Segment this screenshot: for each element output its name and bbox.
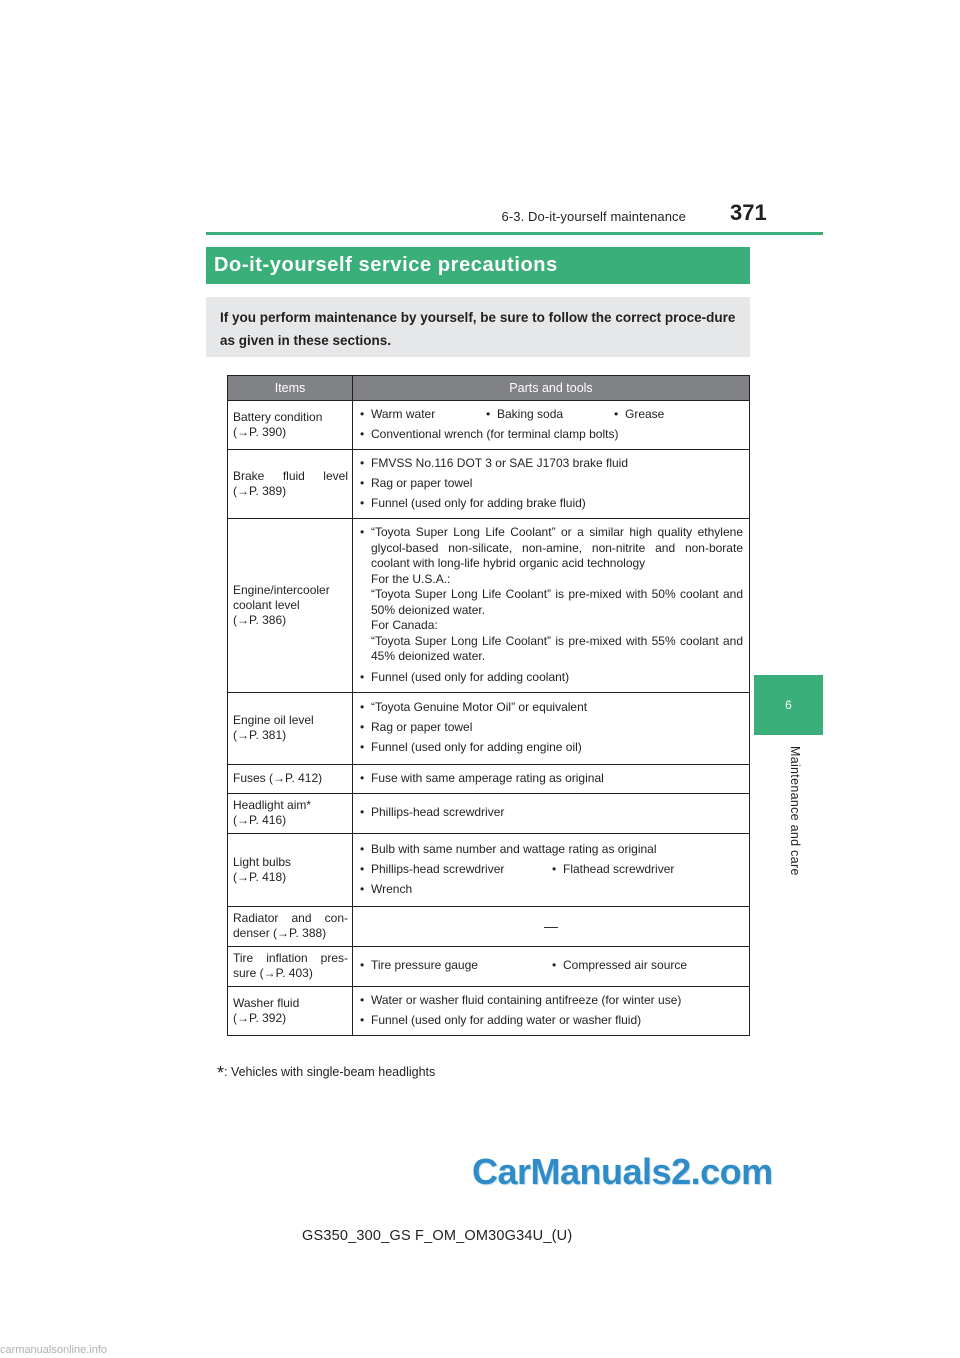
parts-line: [359, 958, 743, 973]
parts-item: • Bulb with same number and wattage rating as original: [359, 842, 743, 857]
table-header-row: [228, 376, 750, 401]
parts-item: • Flathead screwdriver: [551, 862, 743, 877]
chapter-label: Maintenance and care: [788, 746, 802, 876]
item-line: Engine oil level: [233, 713, 314, 727]
parts-text-line: “Toyota Super Long Life Coolant” is pre-mixed with 55% coolant and 45% deionized water.: [371, 633, 743, 663]
chapter-tab: [754, 675, 823, 735]
table-row: [228, 793, 750, 833]
document-id: GS350_300_GS F_OM_OM30G34U_(U): [302, 1228, 573, 1244]
item-line: (→P. 416): [233, 813, 287, 827]
parts-item: • Water or washer fluid containing antifreeze (for winter use): [359, 993, 743, 1008]
page-number: 371: [730, 200, 767, 225]
item-line: Washer fluid: [233, 995, 300, 1010]
parts-item: • “Toyota Genuine Motor Oil” or equivalent: [359, 700, 743, 715]
item-cell: [228, 906, 353, 946]
parts-cell: [353, 793, 750, 833]
watermark-logo: CarManuals2.com: [472, 1151, 773, 1192]
parts-item: • Warm water: [359, 407, 485, 422]
item-cell: [228, 986, 353, 1035]
table-row: [228, 906, 750, 946]
table-row: [228, 764, 750, 793]
parts-none: —: [544, 917, 558, 934]
table-row: [228, 450, 750, 519]
item-line: Radiator and con-: [233, 911, 348, 925]
section-title: Do-it-yourself service precautions: [206, 247, 750, 284]
parts-cell: [353, 833, 750, 906]
service-table: [227, 375, 750, 1036]
table-row: [228, 986, 750, 1035]
item-line: Brake fluid level: [233, 469, 348, 483]
intro-text: If you perform maintenance by yourself, be sure to follow the correct proce-dure as given in these sections.: [206, 297, 750, 357]
item-line: Light bulbs: [233, 854, 292, 869]
column-header-parts: Parts and tools: [353, 376, 750, 401]
parts-text-line: “Toyota Super Long Life Coolant” is pre-mixed with 50% coolant and 50% deionized water.: [371, 587, 743, 617]
item-line: Fuses (→P. 412): [233, 771, 323, 785]
parts-item: • Conventional wrench (for terminal clamp bolts): [359, 427, 743, 442]
item-line: Headlight aim*: [233, 798, 312, 812]
parts-item: • Wrench: [359, 882, 743, 897]
parts-text-line: • “Toyota Super Long Life Coolant” or a similar high quality ethylene glycol-based non-silicate, non-amine, non-nitrite and non-borate coolant with long-life hybrid organic acid technology: [371, 525, 743, 570]
parts-cell: [353, 450, 750, 519]
parts-item: • Phillips-head screwdriver: [359, 805, 743, 820]
parts-cell: [353, 519, 750, 693]
item-line: Battery condition: [233, 410, 323, 424]
bottom-watermark: carmanualsonline.info: [0, 1344, 108, 1356]
table-row: [228, 946, 750, 986]
item-line: (→P. 386): [233, 612, 287, 627]
parts-item: • Tire pressure gauge: [359, 958, 551, 973]
item-cell: [228, 764, 353, 793]
parts-text-line: For Canada:: [371, 618, 438, 632]
parts-cell: [353, 692, 750, 764]
parts-cell: [353, 946, 750, 986]
parts-cell: [353, 764, 750, 793]
parts-item: • Funnel (used only for adding engine oil): [359, 740, 743, 755]
item-line: sure (→P. 403): [233, 966, 313, 980]
item-cell: [228, 450, 353, 519]
parts-cell: [353, 986, 750, 1035]
parts-item: • Funnel (used only for adding water or washer fluid): [359, 1013, 743, 1028]
item-cell: [228, 519, 353, 693]
item-cell: [228, 833, 353, 906]
item-line: (→P. 392): [233, 1010, 287, 1025]
item-cell: [228, 793, 353, 833]
table-body: [228, 401, 750, 1036]
parts-item: • FMVSS No.116 DOT 3 or SAE J1703 brake fluid: [359, 456, 743, 471]
header-divider: [206, 232, 823, 235]
footnote-text: : Vehicles with single-beam headlights: [224, 1065, 436, 1079]
item-cell: [228, 692, 353, 764]
parts-cell: [353, 906, 750, 946]
parts-item: • Rag or paper towel: [359, 720, 743, 735]
item-line: (→P. 381): [233, 728, 287, 742]
parts-line: [359, 862, 743, 877]
parts-item: • Grease: [613, 407, 725, 422]
parts-line: [359, 407, 743, 422]
table-row: [228, 401, 750, 450]
chapter-number: 6: [785, 698, 792, 712]
table-row: [228, 833, 750, 906]
item-line: (→P. 418): [233, 869, 287, 884]
item-line: Engine/intercooler: [233, 582, 330, 597]
parts-item: • Fuse with same amperage rating as original: [359, 771, 743, 786]
parts-item: • Baking soda: [485, 407, 613, 422]
table-row: [228, 692, 750, 764]
parts-item: • Compressed air source: [551, 958, 743, 973]
footnote: [217, 1063, 435, 1084]
item-line: denser (→P. 388): [233, 926, 327, 940]
parts-text-line: For the U.S.A.:: [371, 571, 451, 586]
section-header: 6-3. Do-it-yourself maintenance: [501, 209, 686, 224]
parts-item: [359, 525, 743, 665]
parts-cell: [353, 401, 750, 450]
item-line: (→P. 390): [233, 425, 287, 439]
item-line: coolant level: [233, 597, 300, 612]
parts-item: • Funnel (used only for adding brake fluid): [359, 496, 743, 511]
parts-item: • Funnel (used only for adding coolant): [359, 670, 743, 685]
parts-item: • Rag or paper towel: [359, 476, 743, 491]
footnote-mark: *: [217, 1063, 225, 1083]
item-cell: [228, 401, 353, 450]
parts-item: • Phillips-head screwdriver: [359, 862, 551, 877]
item-cell: [228, 946, 353, 986]
item-line: Tire inflation pres-: [233, 951, 348, 965]
item-line: (→P. 389): [233, 484, 287, 498]
column-header-items: Items: [228, 376, 353, 401]
table-row: [228, 519, 750, 693]
